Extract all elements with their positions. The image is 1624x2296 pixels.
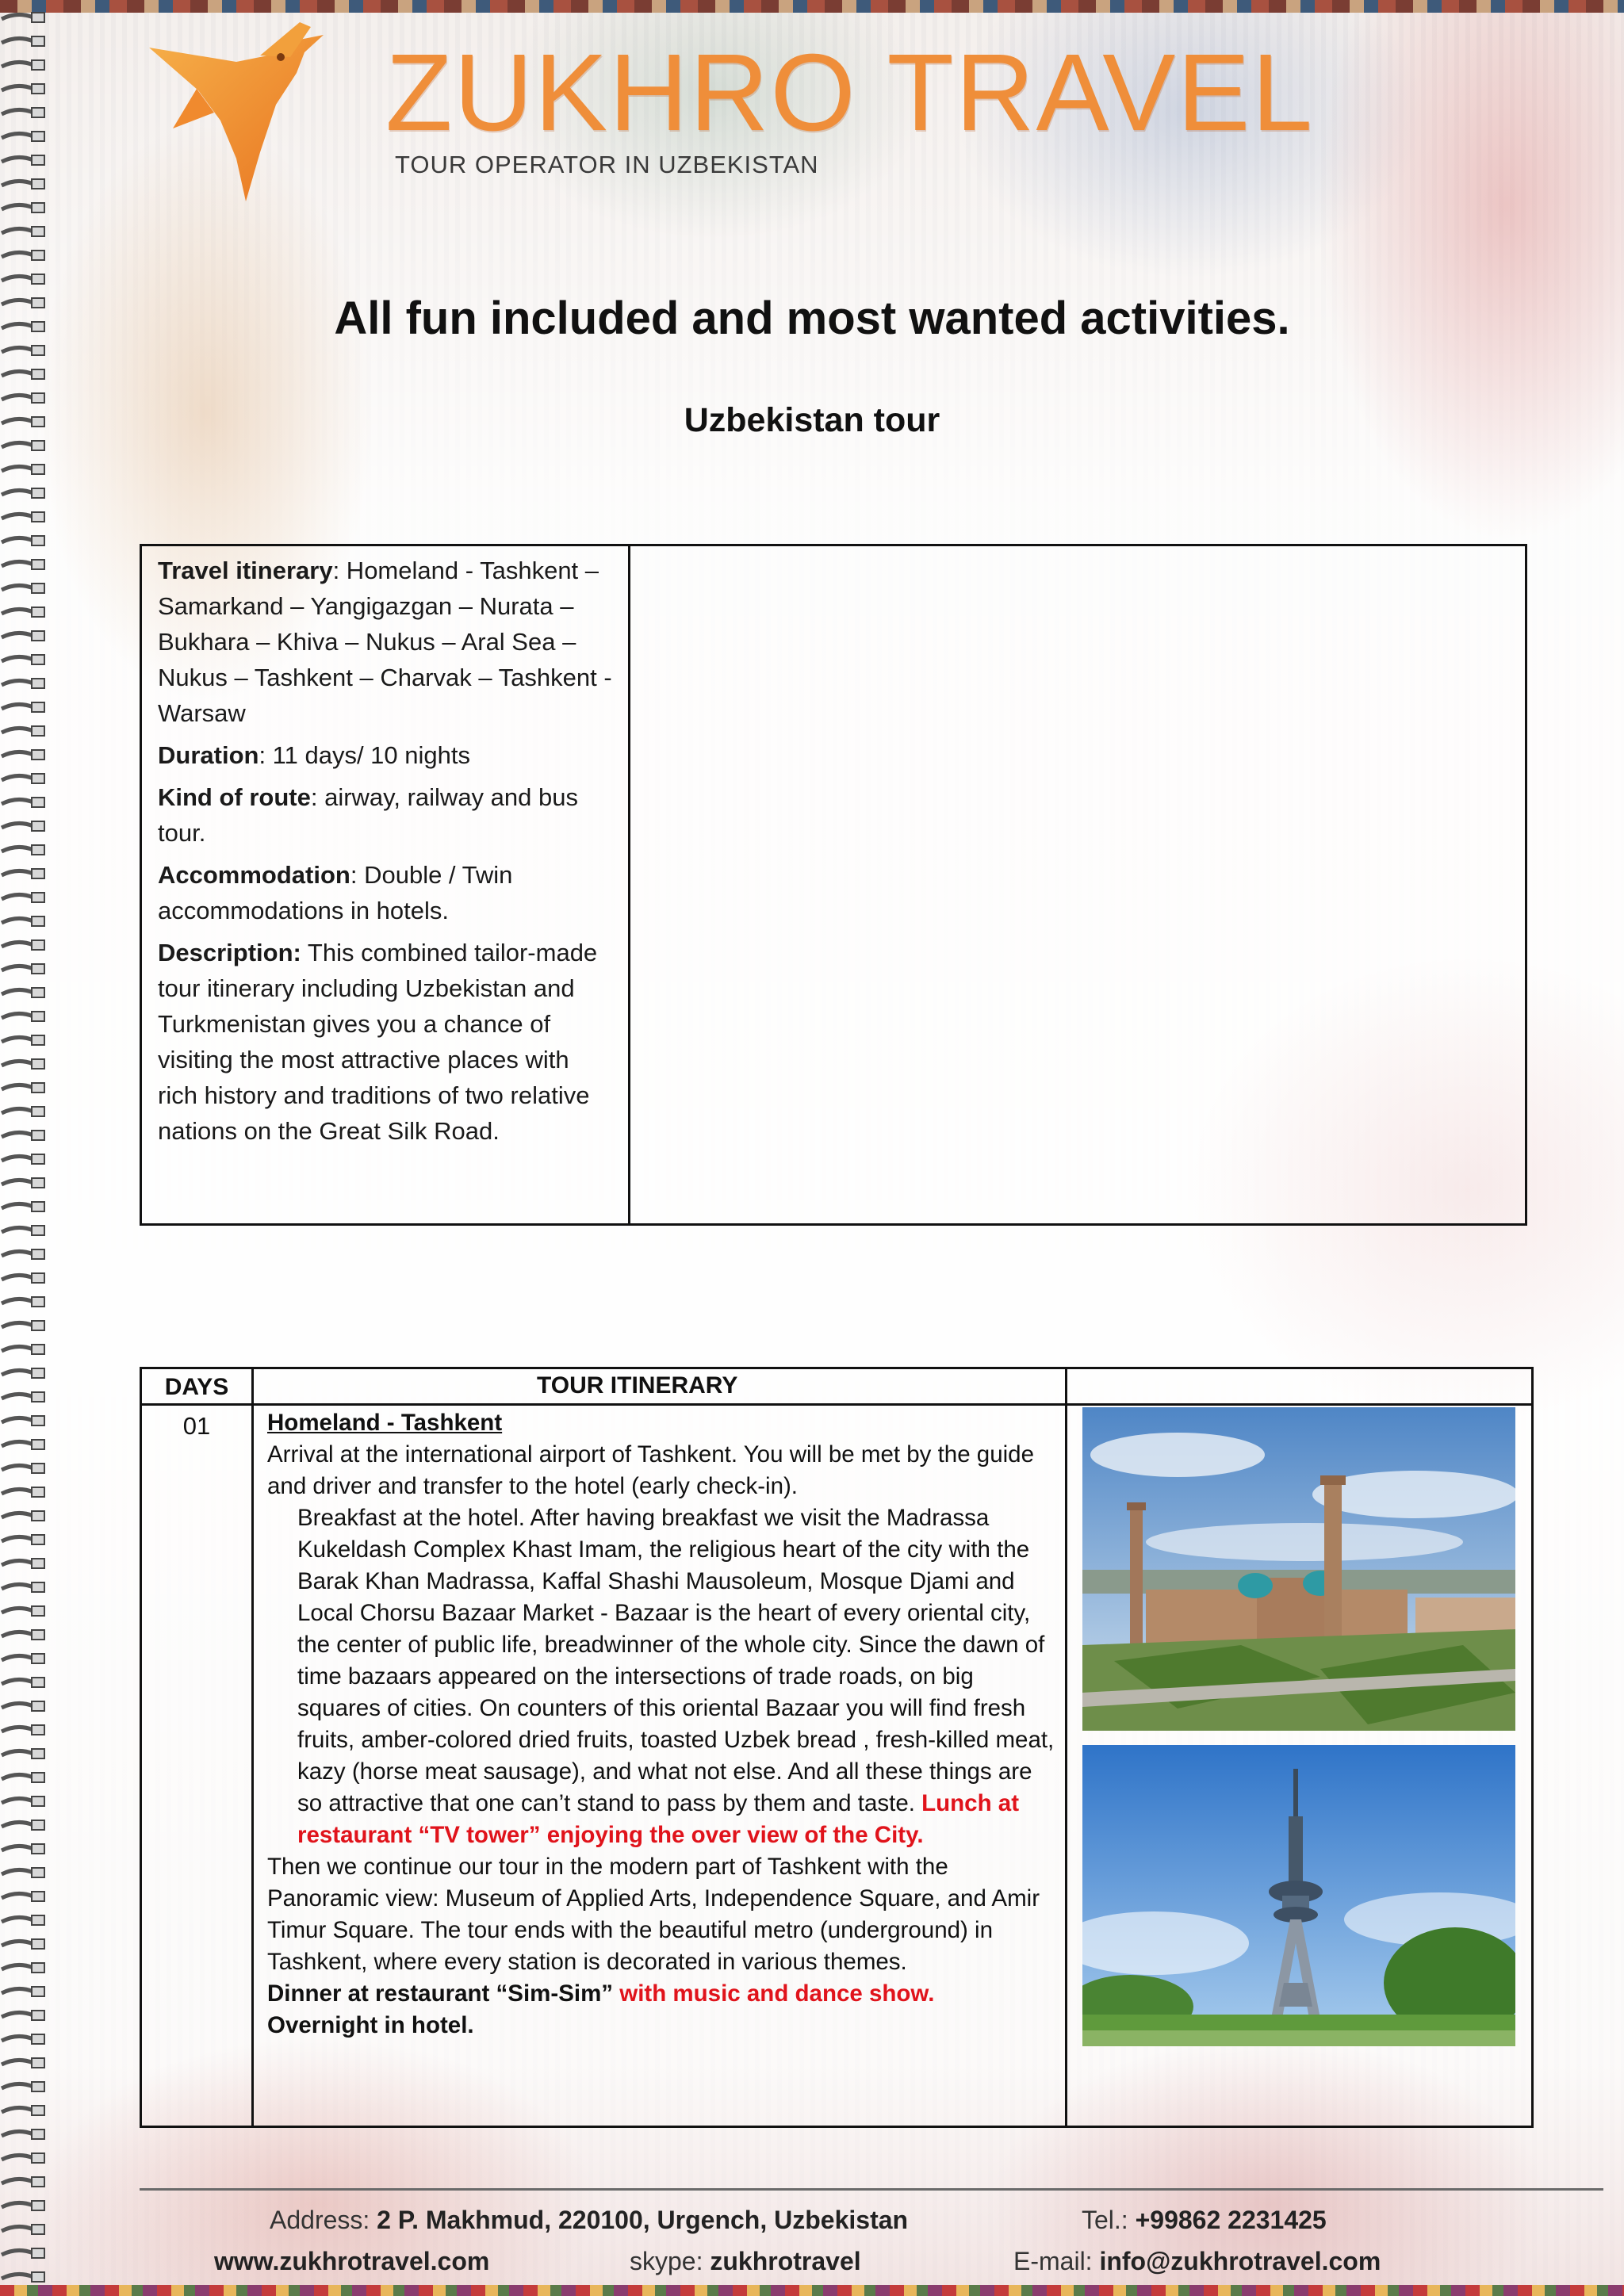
footer-skype xyxy=(630,2247,861,2276)
overnight-text: Overnight in hotel. xyxy=(267,2012,474,2038)
duration-label: Duration xyxy=(158,741,259,769)
footer-address xyxy=(270,2206,908,2235)
lunch-highlight: Lunch at restaurant “TV tower” enjoying the over view of the City. xyxy=(297,1790,1020,1848)
day-paragraph-breakfast-text: Breakfast at the hotel. After having breakfast we visit the Madrassa Kukeldash Complex Khast Imam, the religious heart of the city with the Barak Khan Madrassa, Kaffal Shashi Mausoleum, Mosque Djami and Local Chorsu Bazaar Market - Bazaar is the heart of every oriental city, the center of public life, breadwinner of the whole city. Since the dawn of time bazaars appeared on the intersections of trade roads, on big squares of cities. On counters of this oriental Bazaar you will find fresh fruits, amber-colored dried fruits, toasted Uzbek bread , fresh-killed meat, kazy (horse meat sausage), and what not else. And all these things are so attractive that one can’t stand to pass by them and taste. xyxy=(297,1505,1055,1816)
brand-tagline: TOUR OPERATOR IN UZBEKISTAN xyxy=(395,151,819,178)
route-value: : airway, railway and bus tour. xyxy=(158,783,578,847)
route-label: Kind of route xyxy=(158,783,311,811)
tour-info-table xyxy=(140,544,1527,1226)
day-title: Homeland - Tashkent xyxy=(267,1410,503,1436)
tv-tower-photo xyxy=(1082,1745,1515,2046)
accommodation-line xyxy=(158,857,614,928)
spiral-binding xyxy=(0,0,79,2296)
dinner-highlight: with music and dance show. xyxy=(619,1980,935,2007)
description-line xyxy=(158,935,614,1149)
tour-info-cell xyxy=(142,546,630,1223)
itinerary-label: Travel itinerary xyxy=(158,557,333,584)
day-paragraph-breakfast xyxy=(267,1502,1060,1851)
brand-name: ZUKHRO TRAVEL xyxy=(385,32,1315,154)
day-description xyxy=(267,1407,1060,2042)
footer-website[interactable] xyxy=(214,2247,489,2276)
footer-phone xyxy=(1082,2206,1327,2235)
khast-imam-photo xyxy=(1082,1407,1515,1731)
tel-value: +99862 2231425 xyxy=(1135,2206,1327,2234)
skype-value[interactable]: zukhrotravel xyxy=(710,2247,861,2275)
itinerary-table xyxy=(140,1367,1534,2128)
accommodation-label: Accommodation xyxy=(158,861,350,889)
website-link[interactable]: www.zukhrotravel.com xyxy=(214,2247,490,2275)
footer-divider xyxy=(140,2188,1603,2191)
tour-itinerary-column-header: TOUR ITINERARY xyxy=(537,1372,738,1399)
page-subheadline: Uzbekistan tour xyxy=(684,401,940,439)
route-line xyxy=(158,779,614,851)
description-label: Description: xyxy=(158,939,301,966)
description-value: This combined tailor-made tour itinerary including Uzbekistan and Turkmenistan gives you a chance of visiting the most attractive places with rich history and traditions of two relative nations on the Great Silk Road. xyxy=(158,939,598,1145)
duration-value: : 11 days/ 10 nights xyxy=(259,741,470,769)
email-label: E-mail: xyxy=(1013,2247,1100,2275)
day-paragraph-dinner xyxy=(267,1978,1060,2010)
address-label: Address: xyxy=(270,2206,377,2234)
page-headline: All fun included and most wanted activities. xyxy=(334,293,1290,344)
column-divider xyxy=(1065,1369,1067,2126)
footer-email xyxy=(1013,2247,1381,2276)
email-value[interactable]: info@zukhrotravel.com xyxy=(1099,2247,1381,2275)
itinerary-value: : Homeland - Tashkent – Samarkand – Yangigazgan – Nurata – Bukhara – Khiva – Nukus – Aral Sea – Nukus – Tashkent – Charvak – Tashkent - Warsaw xyxy=(158,557,612,727)
skype-label: skype: xyxy=(630,2247,710,2275)
days-column-header: DAYS xyxy=(164,1374,229,1400)
day-paragraph-arrival: Arrival at the international airport of Tashkent. You will be met by the guide and driver and transfer to the hotel (early check-in). xyxy=(267,1441,1034,1499)
address-value: 2 P. Makhmud, 220100, Urgench, Uzbekistan xyxy=(377,2206,909,2234)
duration-line xyxy=(158,737,614,773)
tel-label: Tel.: xyxy=(1082,2206,1136,2234)
tour-info-empty-cell xyxy=(630,546,1525,1223)
accommodation-value: : Double / Twin accommodations in hotels. xyxy=(158,861,513,924)
hummingbird-logo-icon xyxy=(141,17,355,208)
dinner-text: Dinner at restaurant “Sim-Sim” xyxy=(267,1980,620,2007)
column-divider xyxy=(251,1369,254,2126)
day-paragraph-modern: Then we continue our tour in the modern part of Tashkent with the Panoramic view: Museum of Applied Arts, Independence Square, and Amir Timur Square. The tour ends with the beautiful metro (underground) in Tashkent, where every station is decorated in various themes. xyxy=(267,1854,1040,1975)
day-number: 01 xyxy=(182,1412,211,1440)
itinerary-line xyxy=(158,553,614,731)
